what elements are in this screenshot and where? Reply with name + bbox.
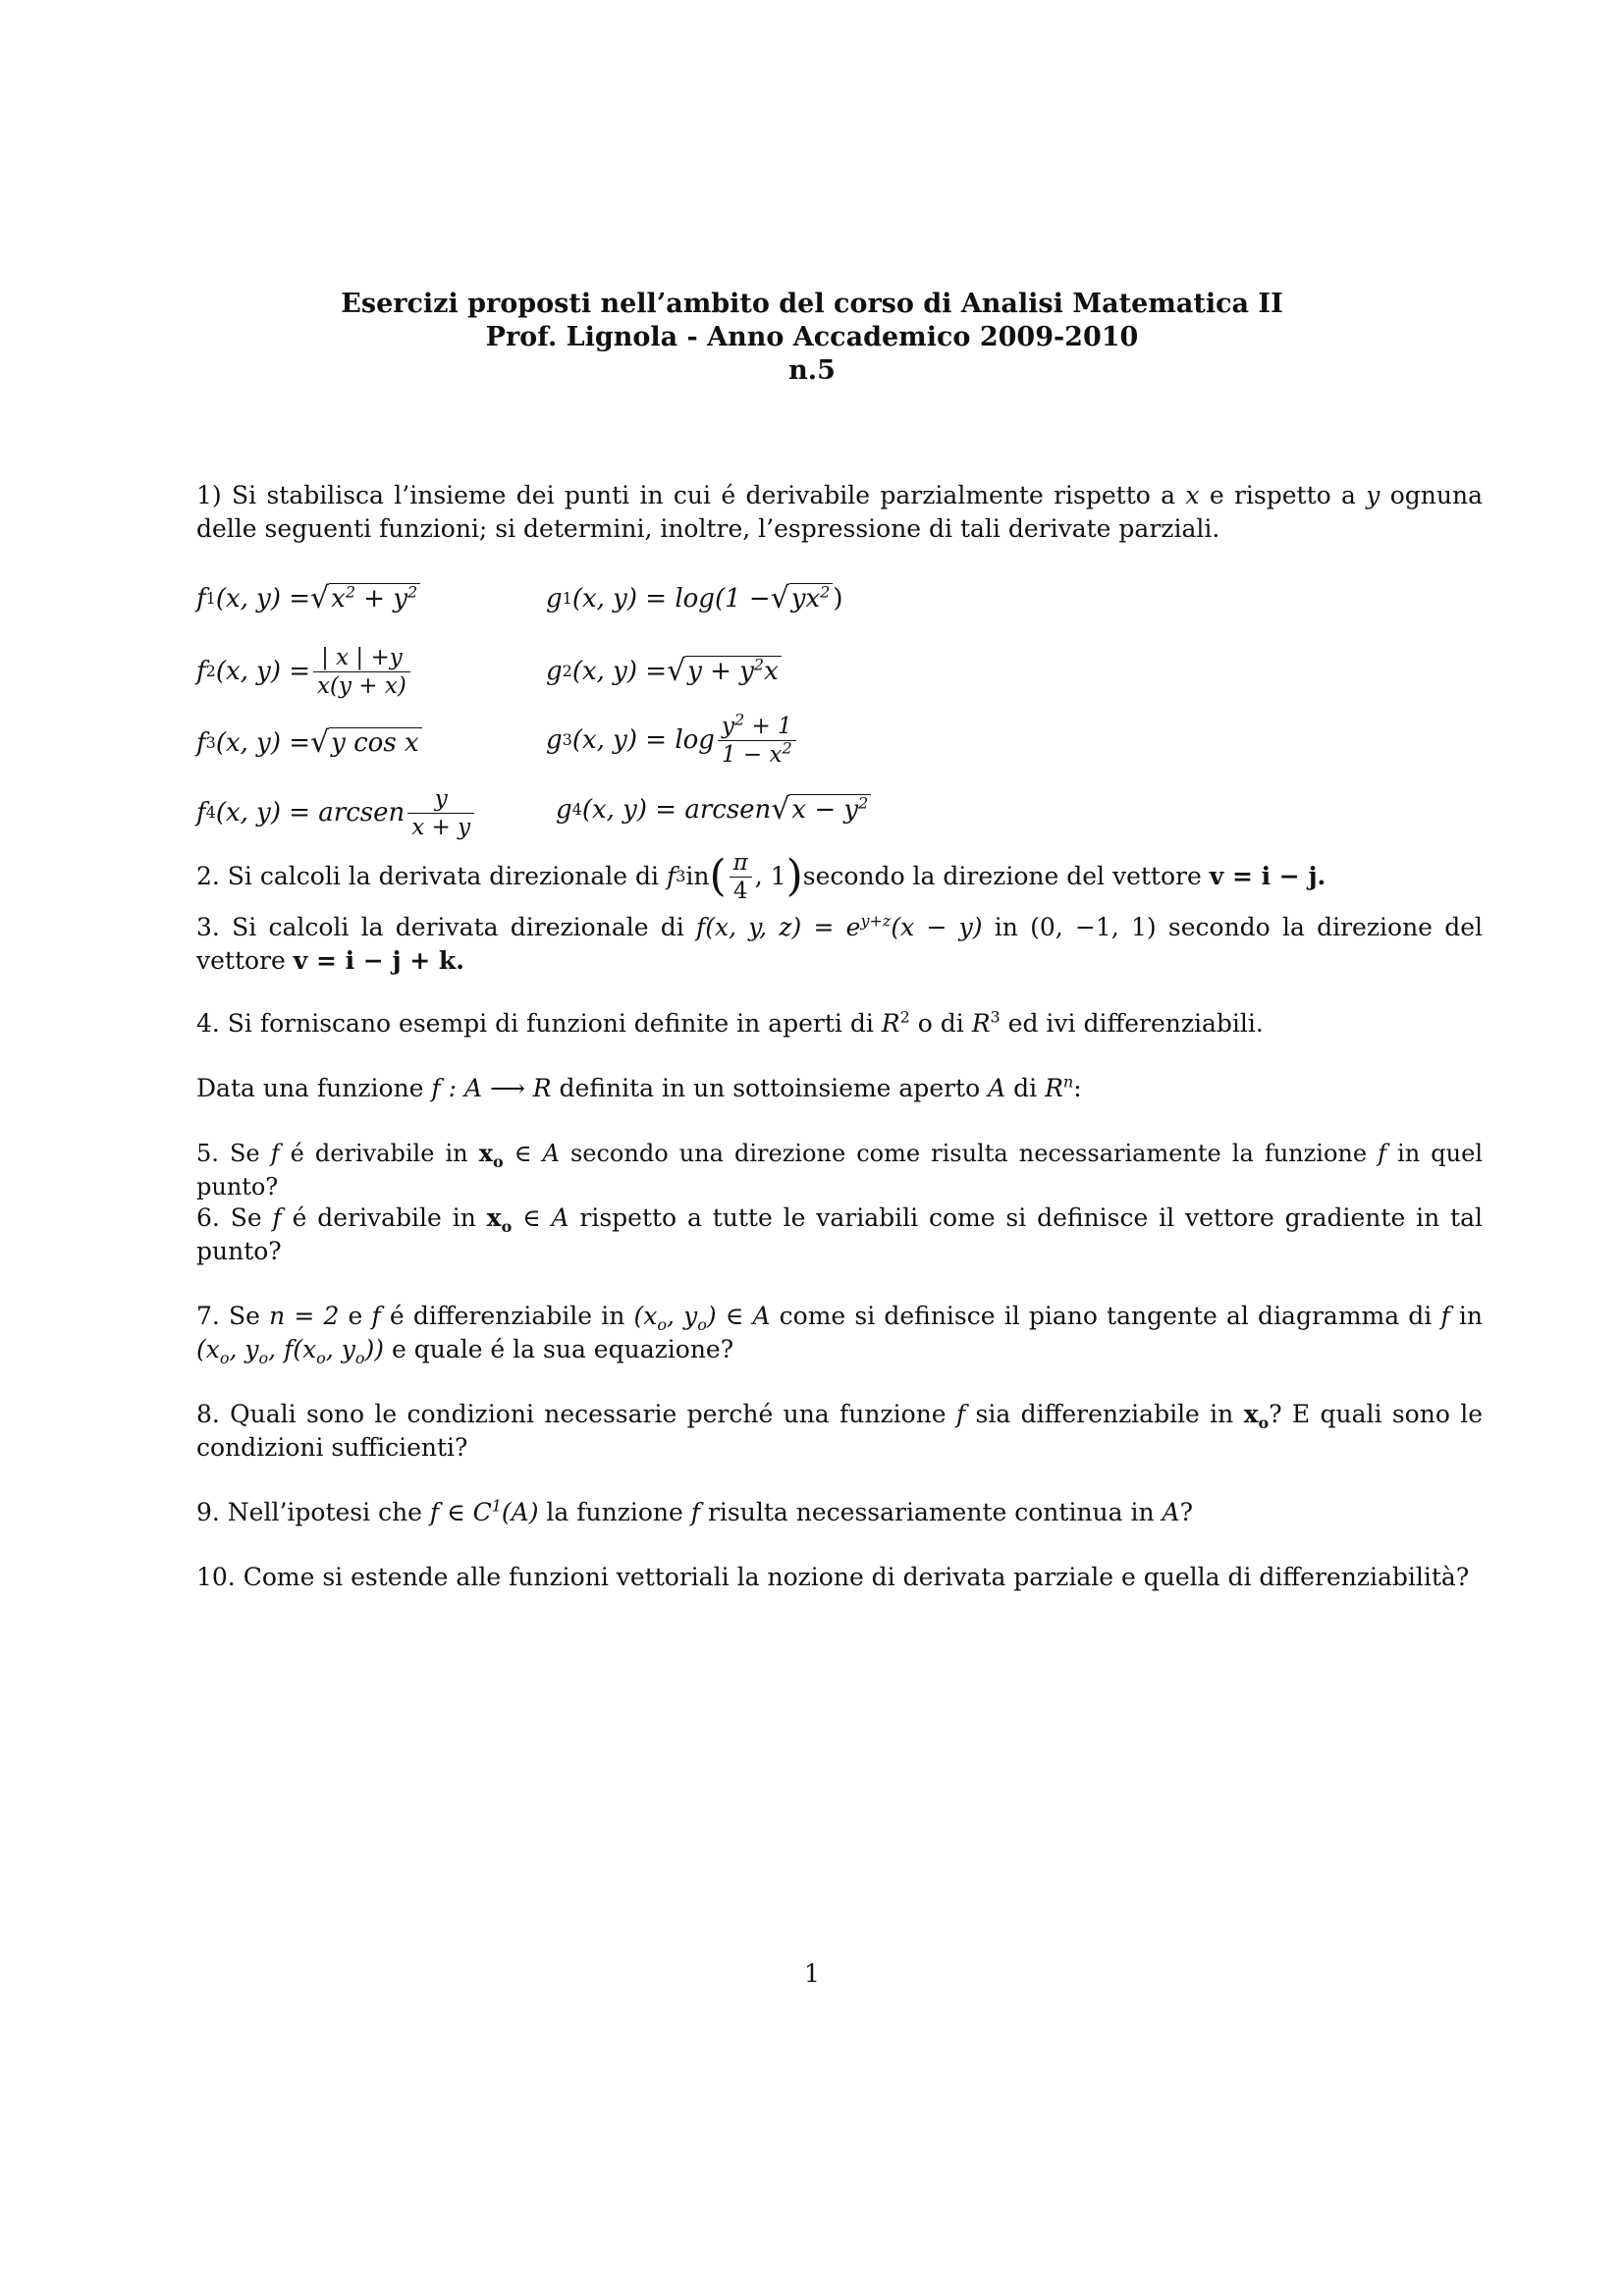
professor-year: Prof. Lignola - Anno Accademico 2009-2010 <box>485 322 1139 352</box>
document-header <box>0 288 1624 388</box>
page-number: 1 <box>804 1959 820 1988</box>
exercise-8: 8. Quali sono le condizioni necessarie perché una funzione f sia differenziabile in $x_o$? E quali sono le condizioni sufficienti? <box>196 1400 1484 1462</box>
exercise-6: 6. Se f é derivabile in $x_o$ ∈ A rispetto a tutte le variabili come si definisce il vettore gradiente in tal punto? <box>196 1203 1483 1265</box>
sheet-number: n.5 <box>788 355 836 386</box>
exercise-4: 4. Si forniscano esempi di funzioni definite in aperti di $R^2$ o di $R^3$ ed ivi differenziabili. <box>196 1007 1264 1038</box>
exercise-3: 3. Si calcoli la derivata direzionale di f(x, y, $z) = e^{y+z}(x - y)$ in (0, −1, 1) secondo la direzione del vettore v = i − j + k. <box>196 911 1484 975</box>
exercise-1-text: 1) Si stabilisca l’insieme dei punti in cui é derivabile parzialmente rispetto a x e rispetto a y ognuna delle seguenti funzioni; si determini, inoltre, l’espressione di tali derivate parziali. <box>196 481 1483 543</box>
function-f4: f 4 (x, y) = arcsen $\frac{y}{x + y}$ <box>196 781 477 844</box>
definition-statement: Data una funzione f : A ⟶ R definita in un sottoinsieme aperto A di $R^n$: <box>196 1072 1082 1102</box>
exercise-2: 2. Si calcoli la derivata direzionale di f 3 in ( $\frac{\pi}{4}$ , 1 ) secondo la direzione del vettore v = i − j. <box>196 849 1326 904</box>
exercise-7: 7. Se n = 2 e f é differenziabile in ($x_o$, $y_o$) ∈ A come si definisce il piano tangente al diagramma di f in ($x_o$, $y_o$, $f(x_o$, $y_o$)) e quale é la sua equazione? <box>196 1302 1483 1367</box>
function-f2: f 2 (x, y) = $\frac{| x | +y}{x(y + x)}$ <box>196 640 413 703</box>
function-g2: g 2 (x, y) = √ $y + y^2x$ <box>546 648 782 695</box>
function-g1: g 1 (x, y) = log(1 − √ $yx^2$ ) <box>546 581 843 615</box>
exercise-5: 5. Se f é derivabile in $x_o$ ∈ A secondo una direzione come risulta necessariamente la funzione f in quel punto? <box>196 1139 1483 1201</box>
function-f3: f 3 (x, y) = √ y cos x <box>196 717 422 770</box>
exercise-9: 9. Nell’ipotesi che f ∈ $C^1(A)$ la funzione f risulta necessariamente continua in A? <box>196 1496 1194 1526</box>
function-f1: f 1 (x, y) = √ $x^2 + y^2$ <box>196 575 420 622</box>
function-g3: g 3 (x, y) = log $\frac{y^2 + 1}{1 - x^2}$ <box>546 709 799 772</box>
course-title: Esercizi proposti nell’ambito del corso di Analisi Matematica II <box>341 289 1283 319</box>
function-g4: g 4 (x, y) = arcsen √ $x - y^2$ <box>556 785 871 834</box>
exercise-10: 10. Come si estende alle funzioni vettoriali la nozione di derivata parziale e quella di differenziabilità? <box>196 1563 1470 1591</box>
